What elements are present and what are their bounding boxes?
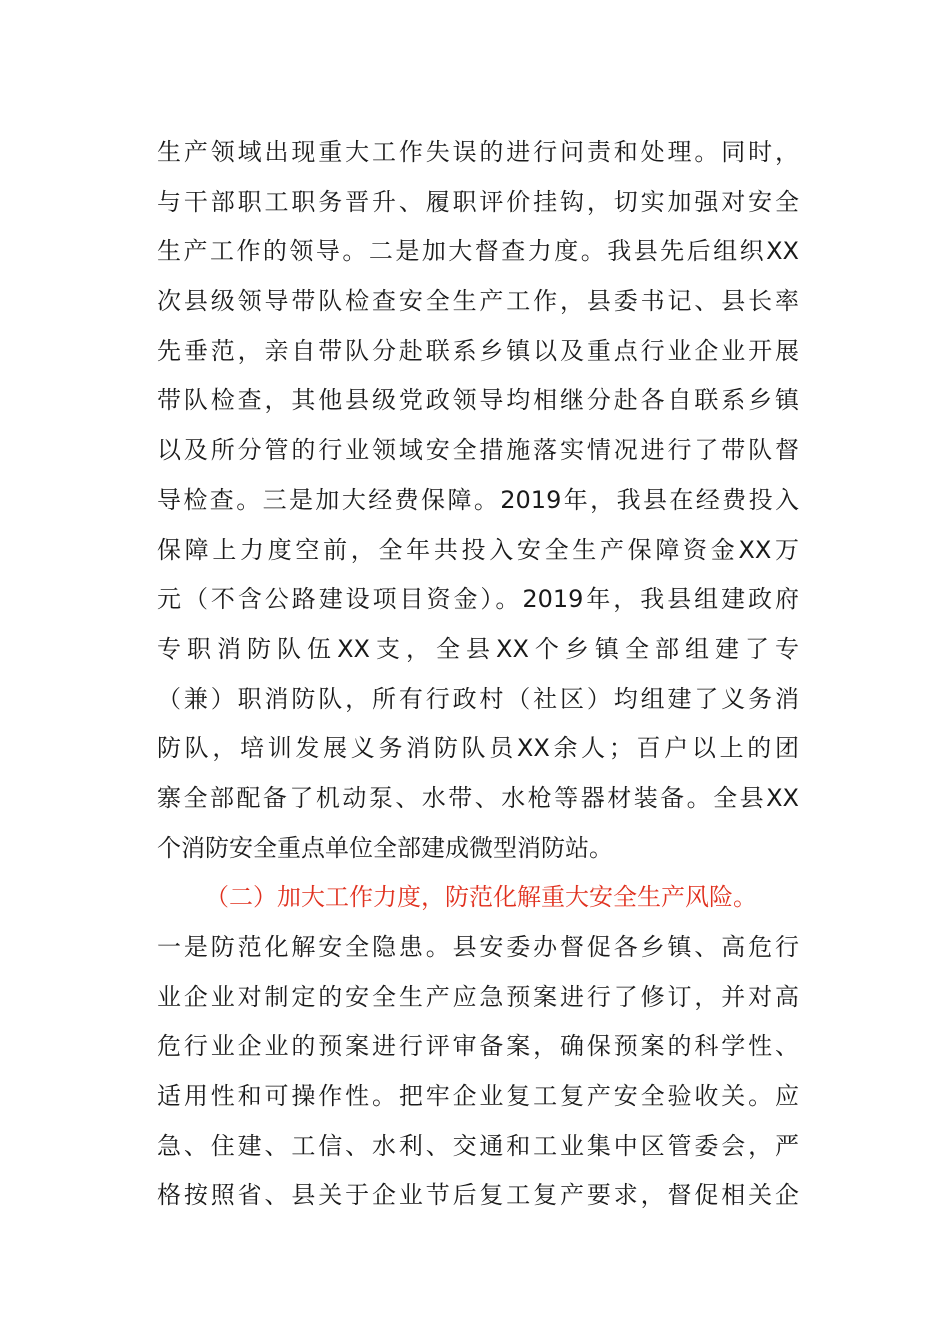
text-line: 业企业对制定的安全生产应急预案进行了修订，并对高: [157, 982, 799, 1011]
text-line: 与干部职工职务晋升、履职评价挂钩，切实加强对安全: [157, 187, 799, 216]
text-line: 一是防范化解安全隐患。县安委办督促各乡镇、高危行: [157, 933, 799, 961]
body-text: [157, 128, 799, 1221]
text-line: 防队，培训发展义务消防队员XX余人；百户以上的团: [157, 734, 799, 763]
text-line: 先垂范，亲自带队分赴联系乡镇以及重点行业企业开展: [157, 336, 799, 365]
text-line: 个消防安全重点单位全部建成微型消防站。: [157, 833, 613, 862]
text-line: 专职消防队伍XX支，全县XX个乡镇全部组建了专: [157, 634, 799, 663]
text-line: 生产领域出现重大工作失误的进行问责和处理。同时，: [157, 138, 799, 166]
text-line: 次县级领导带队检查安全生产工作，县委书记、县长率: [157, 287, 799, 316]
text-line: 生产工作的领导。二是加大督查力度。我县先后组织XX: [157, 237, 799, 266]
section-heading: （二）加大工作力度，防范化解重大安全生产风险。: [205, 883, 757, 912]
text-line: 寨全部配备了机动泵、水带、水枪等器材装备。全县XX: [157, 783, 799, 812]
text-line: 导检查。三是加大经费保障。2019年，我县在经费投入: [157, 485, 799, 514]
text-line: 以及所分管的行业领域安全措施落实情况进行了带队督: [157, 436, 799, 465]
text-line: 格按照省、县关于企业节后复工复产要求，督促相关企: [157, 1181, 799, 1210]
text-line: （兼）职消防队，所有行政村（社区）均组建了义务消: [157, 684, 799, 713]
text-line: 保障上力度空前，全年共投入安全生产保障资金XX万: [157, 535, 799, 564]
text-line: 适用性和可操作性。把牢企业复工复产安全验收关。应: [157, 1082, 799, 1111]
text-line: 危行业企业的预案进行评审备案，确保预案的科学性、: [157, 1032, 799, 1061]
text-line: 急、住建、工信、水利、交通和工业集中区管委会，严: [157, 1131, 799, 1160]
text-line: 元（不含公路建设项目资金）。2019年，我县组建政府: [157, 585, 799, 614]
text-line: 带队检查，其他县级党政领导均相继分赴各自联系乡镇: [157, 386, 799, 415]
